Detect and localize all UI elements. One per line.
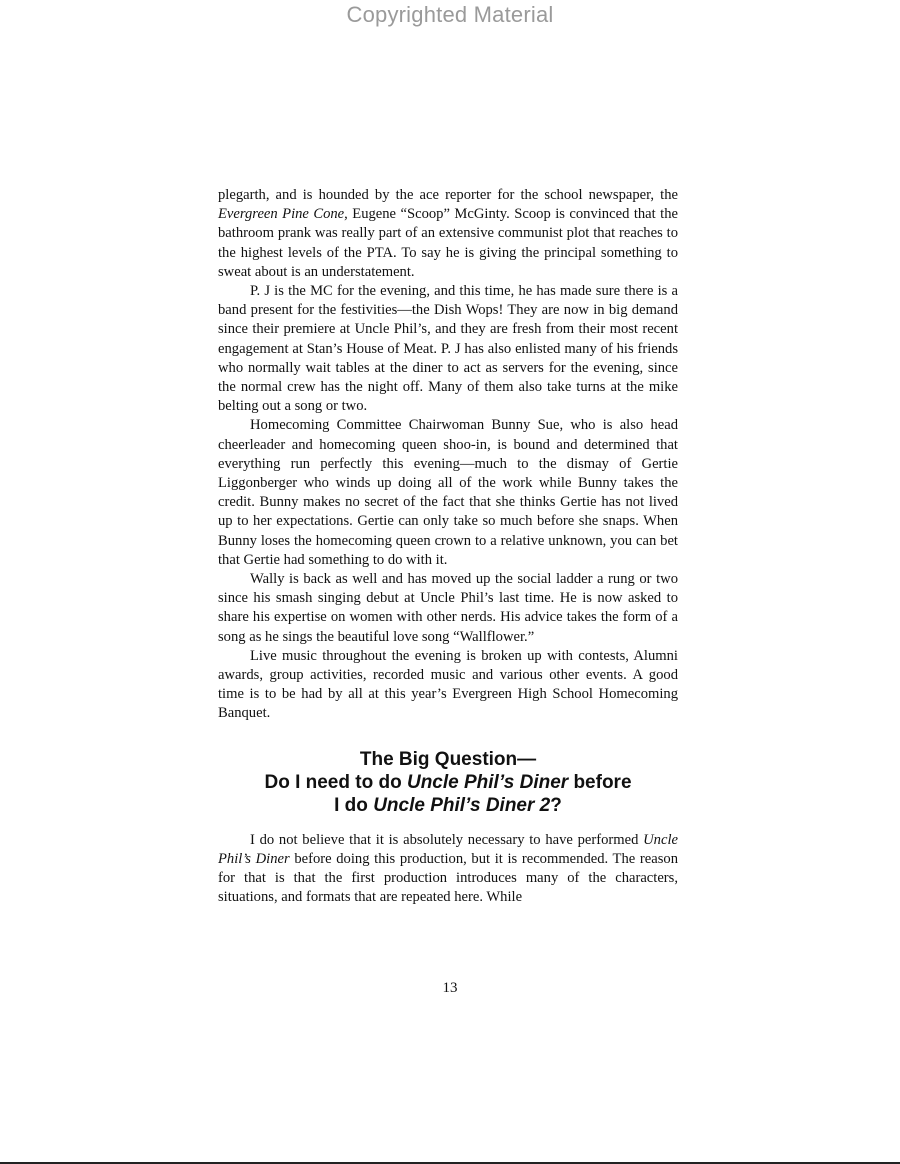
paragraph-4: Wally is back as well and has moved up the social ladder a rung or two since his smash singing debut at Uncle Phil’s last time. He is now asked to share his expertise on women with other nerds. His advice takes the form of a song as he sings the beautiful love song “Wallflower.” — [218, 571, 678, 645]
heading-line-1: The Big Question— — [359, 748, 537, 770]
paragraph-1 — [218, 186, 678, 282]
heading-line-2-title: Uncle Phil’s Diner — [406, 771, 569, 793]
paragraph-6-rest: before doing this production, but it is recommended. The reason for that is that the first production introduces many of the characters, situations, and formats that are repeated here. While — [218, 850, 678, 906]
paragraph-3: Homecoming Committee Chairwoman Bunny Sue, who is also head cheerleader and homecoming queen shoo-in, is bound and determined that everything run perfectly this evening—much to the dismay of Gertie Liggonberger who winds up doing all of the work while Bunny takes the credit. Bunny makes no secret of the fact that she thinks Gertie has not lived up to her expectations. Gertie can only take so much before she snaps. When Bunny loses the homecoming queen crown to a relative unknown, you can bet that Gertie had something to do with it. — [218, 417, 678, 568]
paragraph-2: P. J is the MC for the evening, and this time, he has made sure there is a band present for the festivities—the Dish Wops! They are now in big demand since their premiere at Uncle Phil’s, and they are fresh from their most recent engagement at Stan’s House of Meat. P. J has also enlisted many of his friends who normally wait tables at the diner to act as servers for the evening, since the normal crew has the night off. Many of them also take turns at the mike belting out a song or two. — [218, 283, 678, 415]
heading-line-3-end: ? — [550, 794, 562, 816]
newspaper-title: Evergreen Pine Cone — [218, 206, 345, 223]
paragraph-1-rest: , Eugene “Scoop” McGinty. Scoop is convinced that the bathroom prank was really part of an extensive communist plot that reaches to the highest levels of the PTA. To say he is giving the principal something to sweat about is an understatement. — [218, 206, 678, 280]
heading-line-3 — [218, 794, 678, 817]
copyright-watermark: Copyrighted Material — [346, 2, 554, 27]
heading-line-2-end: before — [568, 771, 632, 793]
paragraph-6 — [218, 831, 678, 908]
heading-line-2 — [218, 771, 678, 794]
heading-line-2-start: Do I need to do — [264, 771, 407, 793]
section-heading — [218, 748, 678, 817]
heading-line-3-title: Uncle Phil’s Diner 2 — [373, 794, 551, 816]
paragraph-5: Live music throughout the evening is broken up with contests, Alumni awards, group activities, recorded music and various other events. A good time is to be had by all at this year’s Evergreen High School Homecoming Banquet. — [218, 647, 678, 722]
show-title: Uncle Phil’s Diner — [218, 831, 678, 867]
page-body — [218, 186, 678, 908]
page-number: 13 — [442, 980, 458, 996]
paragraph-6-start: I do not believe that it is absolutely necessary to have performed — [250, 831, 644, 848]
heading-line-3-start: I do — [334, 794, 374, 816]
paragraph-1-text: plegarth, and is hounded by the ace reporter for the school newspaper, the — [218, 187, 678, 203]
